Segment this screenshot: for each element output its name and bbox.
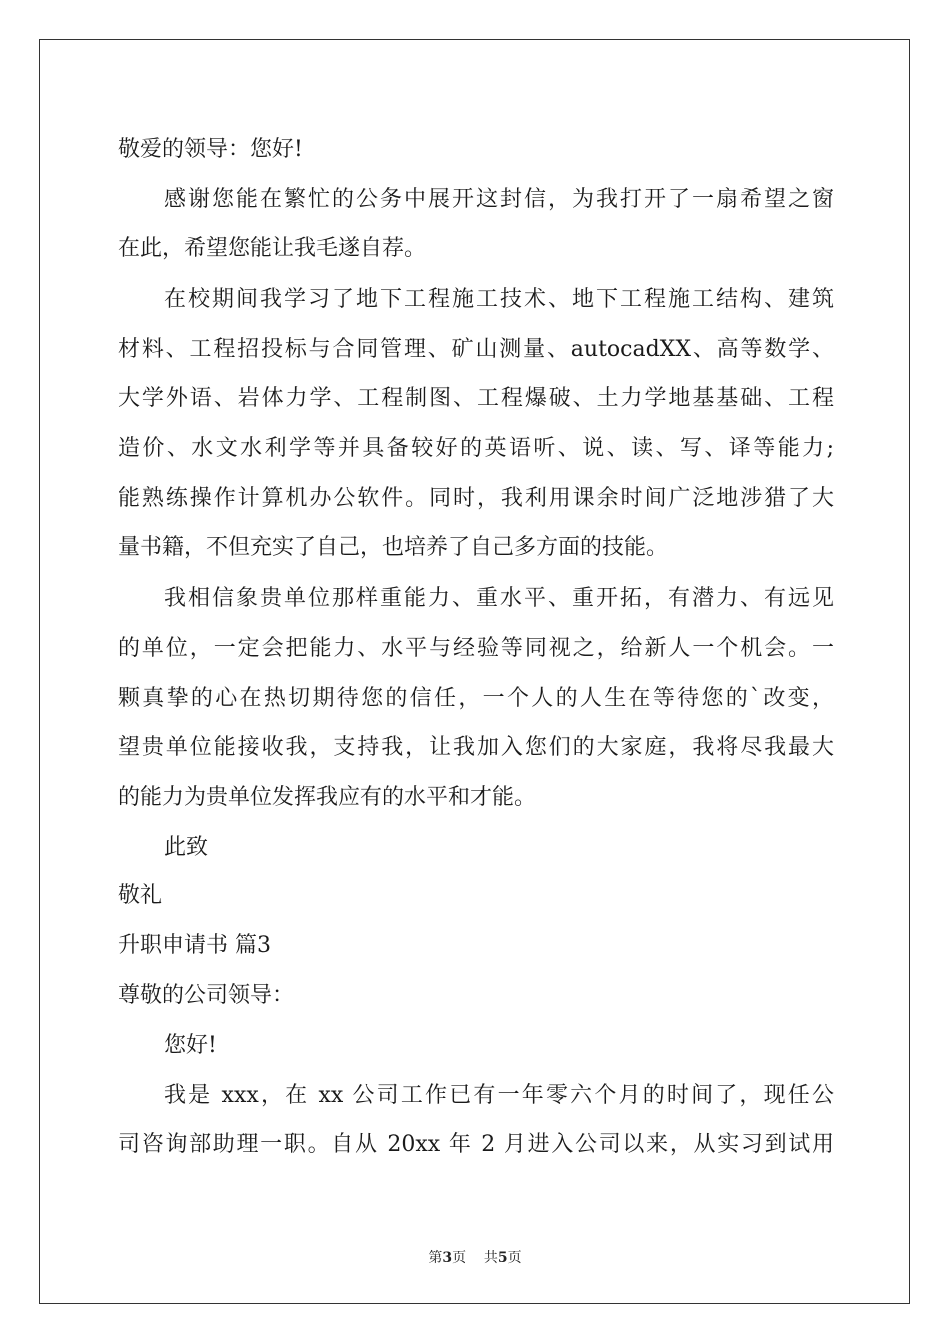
paragraph-line: 在校期间我学习了地下工程施工技术、地下工程施工结构、建筑 (164, 287, 834, 312)
total-page-number: 5 (497, 1250, 508, 1266)
page-label-suffix: 页 (507, 1250, 522, 1266)
closing-line: 敬礼 (118, 883, 163, 908)
paragraph-line: 量书籍，不但充实了自己，也培养了自己多方面的技能。 (118, 535, 669, 560)
greeting: 您好! (164, 1033, 217, 1058)
paragraph-line: 感谢您能在繁忙的公务中展开这封信，为我打开了一扇希望之窗 (164, 187, 834, 212)
paragraph-line: 我是 xxx，在 xx 公司工作已有一年零六个月的时间了，现任公 (164, 1083, 834, 1108)
paragraph-line: 造价、水文水利学等并具备较好的英语听、说、读、写、译等能力; (118, 436, 834, 461)
paragraph-line: 司咨询部助理一职。自从 20xx 年 2 月进入公司以来，从实习到试用 (118, 1132, 834, 1157)
salutation: 敬爱的领导：您好! (118, 137, 303, 162)
paragraph-line: 在此，希望您能让我毛遂自荐。 (118, 236, 427, 261)
page-number-footer (0, 1249, 950, 1267)
page-label-prefix: 第 (428, 1250, 443, 1266)
paragraph-line: 的单位，一定会把能力、水平与经验等同视之，给新人一个机会。一 (118, 636, 834, 661)
paragraph-line: 大学外语、岩体力学、工程制图、工程爆破、土力学地基基础、工程 (118, 386, 834, 411)
closing-line: 此致 (164, 835, 209, 860)
paragraph-line: 能熟练操作计算机办公软件。同时，我利用课余时间广泛地涉猎了大 (118, 486, 834, 511)
current-page-number: 3 (442, 1250, 453, 1266)
salutation: 尊敬的公司领导： (118, 983, 295, 1008)
paragraph-line: 望贵单位能接收我，支持我，让我加入您们的大家庭，我将尽我最大 (118, 735, 834, 760)
paragraph-line: 我相信象贵单位那样重能力、重水平、重开拓，有潜力、有远见 (164, 586, 834, 611)
paragraph-line: 的能力为贵单位发挥我应有的水平和才能。 (118, 785, 537, 810)
section-heading: 升职申请书 篇3 (118, 933, 271, 958)
paragraph-line: 材料、工程招投标与合同管理、矿山测量、autocadXX、高等数学、 (118, 337, 834, 362)
page-label-mid: 页 共 (452, 1250, 498, 1266)
page-border (39, 39, 910, 1304)
paragraph-line: 颗真挚的心在热切期待您的信任，一个人的人生在等待您的`改变， (118, 686, 834, 711)
